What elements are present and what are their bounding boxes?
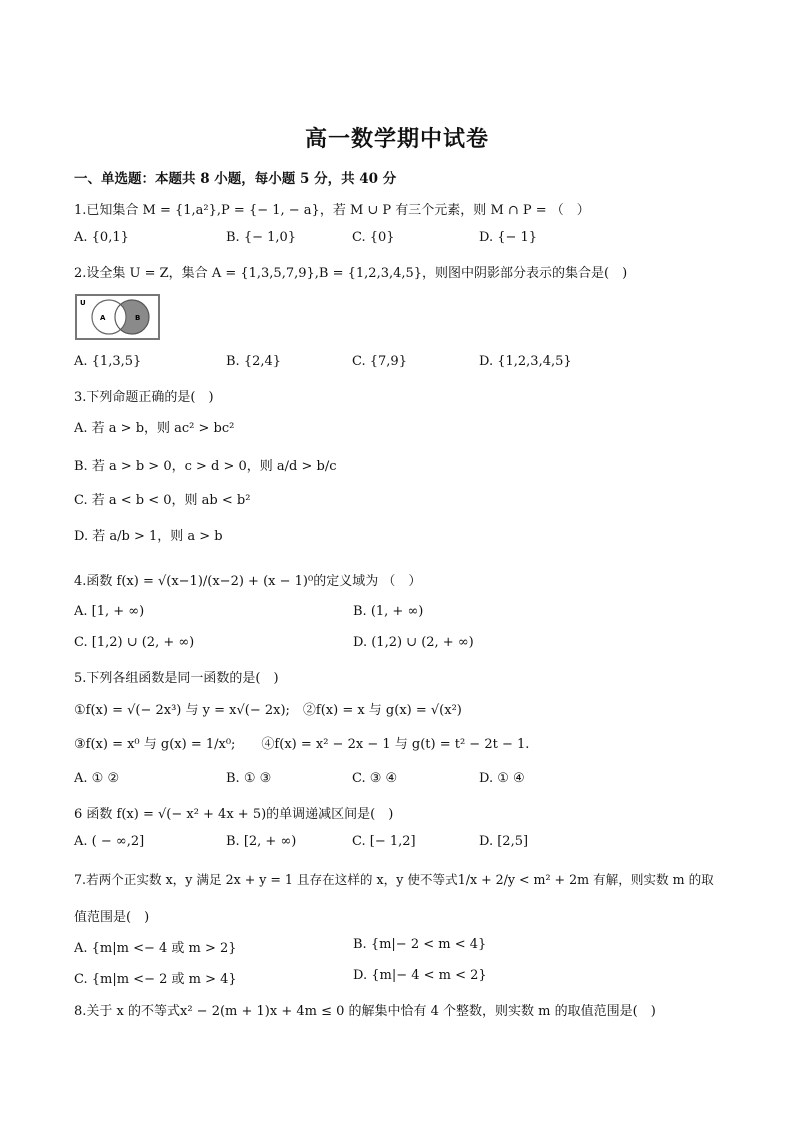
q2-option-d: D. {1,2,3,4,5} [479, 354, 572, 369]
q5-pairs-line-1: ①f(x) = √(− 2x³) 与 y = x√(− 2x); ②f(x) = x 与 g(x) = √(x²) [74, 703, 462, 718]
question-3-stem: 3.下列命题正确的是( ) [74, 390, 214, 405]
question-4-stem: 4.函数 f(x) = √(x−1)/(x−2) + (x − 1)⁰的定义域为 （ ） [74, 574, 422, 589]
venn-diagram [75, 294, 160, 340]
q7-option-d: D. {m|− 4 < m < 2} [353, 968, 487, 983]
question-8-stem: 8.关于 x 的不等式x² − 2(m + 1)x + 4m ≤ 0 的解集中恰有 4 个整数，则实数 m 的取值范围是( ) [74, 1004, 656, 1019]
question-1-stem: 1.已知集合 M = {1,a²},P = {− 1, − a}，若 M ∪ P 有三个元素，则 M ∩ P = （ ） [74, 203, 590, 218]
q5-option-b: B. ① ③ [226, 771, 272, 786]
q1-option-a: A. {0,1} [74, 230, 129, 245]
q6-option-d: D. [2,5] [479, 834, 529, 849]
q6-option-c: C. [− 1,2] [352, 834, 416, 849]
q2-option-c: C. {7,9} [352, 354, 407, 369]
q4-option-b: B. (1, + ∞) [353, 604, 424, 619]
q7-option-c: C. {m|m <− 2 或 m > 4} [74, 972, 237, 987]
question-5-stem: 5.下列各组函数是同一函数的是( ) [74, 671, 279, 686]
q2-option-b: B. {2,4} [226, 354, 282, 369]
q6-option-b: B. [2, + ∞) [226, 834, 297, 849]
q5-option-a: A. ① ② [74, 771, 120, 786]
q4-option-a: A. [1, + ∞) [74, 604, 145, 619]
question-7-stem-continued: 值范围是( ) [74, 910, 150, 925]
q7-option-b: B. {m|− 2 < m < 4} [353, 937, 487, 952]
q2-option-a: A. {1,3,5} [74, 354, 142, 369]
q1-option-d: D. {− 1} [479, 230, 538, 245]
q7-option-a: A. {m|m <− 4 或 m > 2} [74, 941, 237, 956]
venn-label-b: B [135, 314, 141, 322]
q5-option-d: D. ① ④ [479, 771, 525, 786]
page-title: 高一数学期中试卷 [304, 126, 489, 152]
q4-option-d: D. (1,2) ∪ (2, + ∞) [353, 635, 474, 650]
question-6-stem: 6 函数 f(x) = √(− x² + 4x + 5)的单调递减区间是( ) [74, 807, 394, 822]
q5-pairs-line-2: ③f(x) = x⁰ 与 g(x) = 1/x⁰; ④f(x) = x² − 2x − 1 与 g(t) = t² − 2t − 1. [74, 737, 530, 752]
question-2-stem: 2.设全集 U = Z，集合 A = {1,3,5,7,9},B = {1,2,3,4,5}，则图中阴影部分表示的集合是( ) [74, 266, 628, 281]
q1-option-c: C. {0} [352, 230, 395, 245]
q3-option-c: C. 若 a < b < 0，则 ab < b² [74, 493, 251, 508]
venn-label-a: A [100, 314, 106, 322]
q6-option-a: A. ( − ∞,2] [74, 834, 145, 849]
q4-option-c: C. [1,2) ∪ (2, + ∞) [74, 635, 195, 650]
venn-label-u: U [80, 299, 86, 307]
question-7-stem: 7.若两个正实数 x，y 满足 2x + y = 1 且存在这样的 x，y 使不等式1/x + 2/y < m² + 2m 有解，则实数 m 的取 [74, 872, 714, 887]
q1-option-b: B. {− 1,0} [226, 230, 297, 245]
q3-option-b: B. 若 a > b > 0，c > d > 0，则 a/d > b/c [74, 459, 337, 474]
q5-option-c: C. ③ ④ [352, 771, 398, 786]
q3-option-a: A. 若 a > b，则 ac² > bc² [74, 421, 235, 436]
section-heading: 一、单选题：本题共 8 小题，每小题 5 分，共 40 分 [74, 171, 397, 187]
q3-option-d: D. 若 a/b > 1，则 a > b [74, 529, 223, 544]
